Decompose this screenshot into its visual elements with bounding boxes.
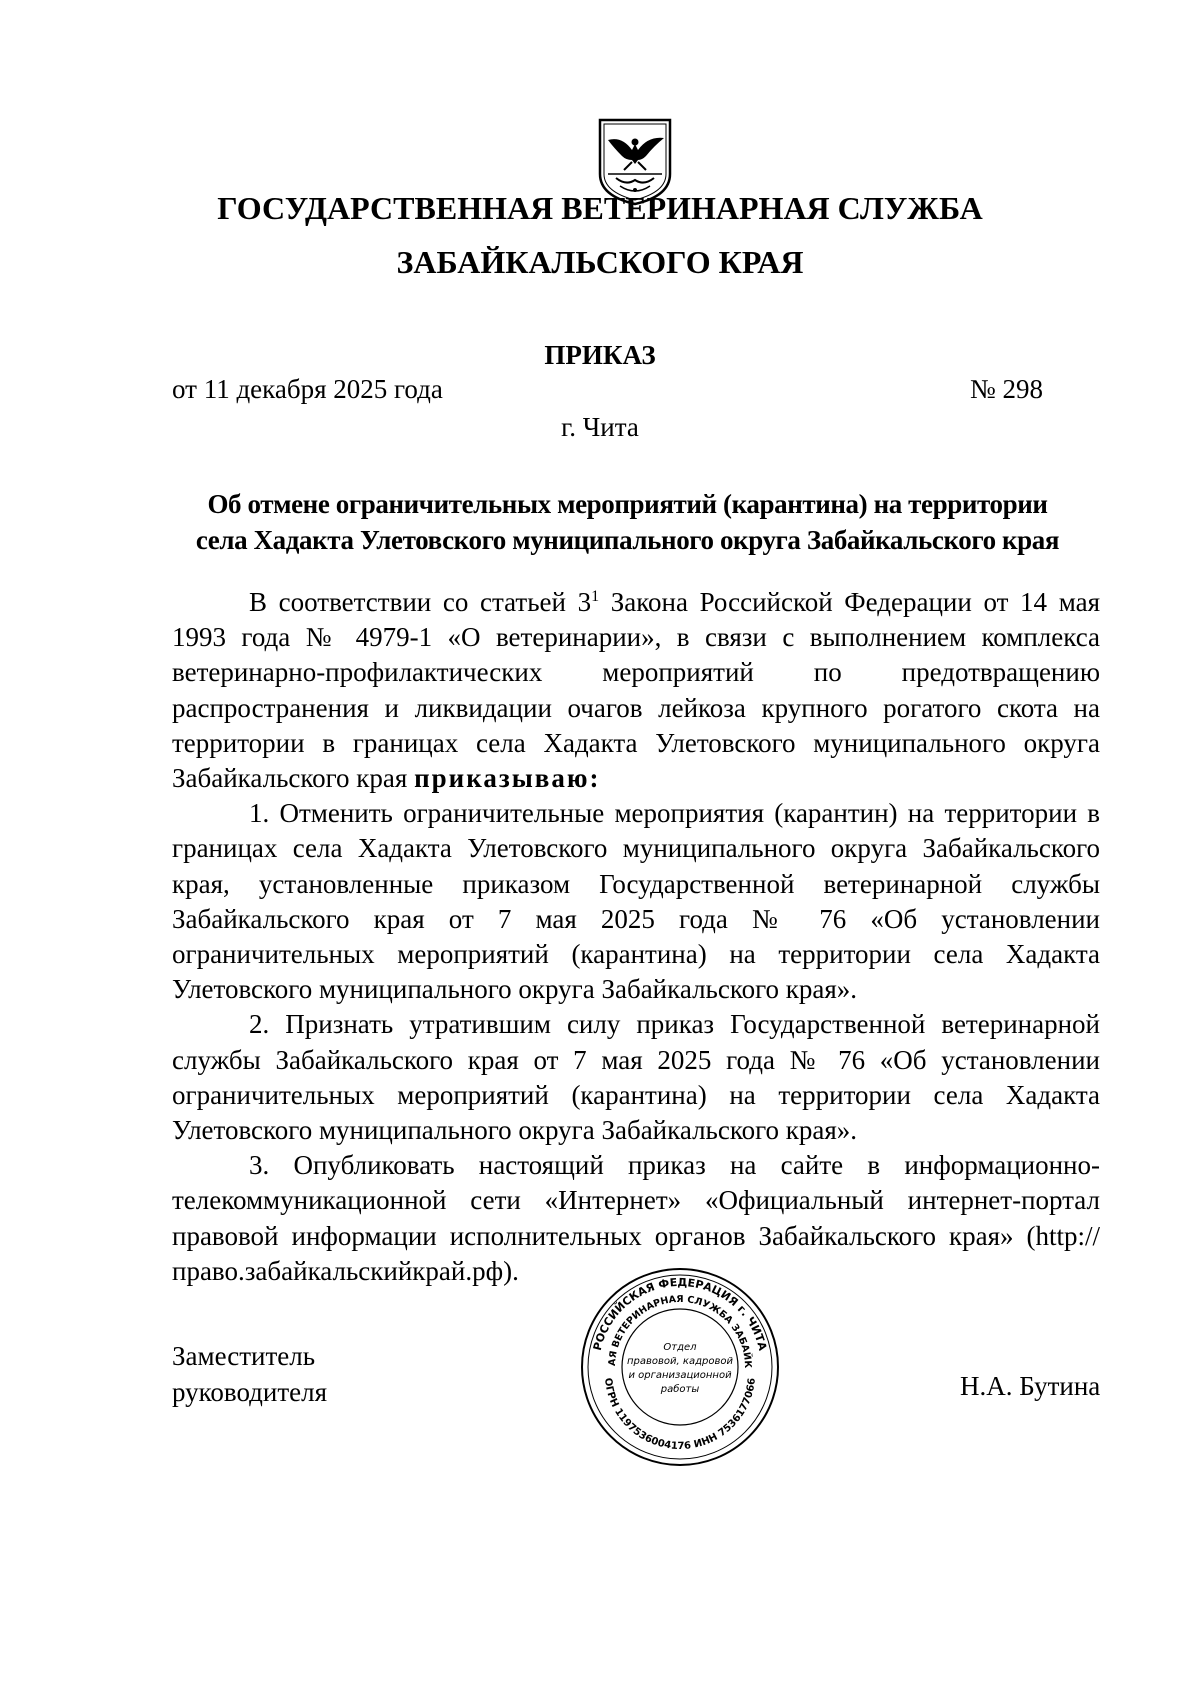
order-item-1: 1. Отменить ограничительные мероприятия (карантин) на территории в границах села Хадакта Улетовского муниципального округа Забайкальского края, установленные приказом Государственной ветеринарной службы Забайкальского края от 7 мая 2025 года № 76 «Об установлении ограничительных мероприятий (карантина) на территории села Хадакта Улетовского муниципального округа Забайкальского края». [172,798,1100,1005]
stamp-outer-text: РОССИЙСКАЯ ФЕДЕРАЦИЯ г. ЧИТА [590,1275,770,1352]
stamp-ring-text: АЯ ВЕТЕРИНАРНАЯ СЛУЖБА ЗАБАЙК [606,1293,754,1369]
stamp-center-line-1: Отдел [663,1342,697,1353]
order-item-3: 3. Опубликовать настоящий приказ на сайте в информационно-телекоммуникационной сети «Интернет» «Официальный интернет-портал правовой информации исполнительных органов Забайкальского края» (http://право.забайкальскийкрай.рф). [172,1150,1100,1286]
order-word: приказываю: [414,763,601,794]
document-city: г. Чита [561,412,639,442]
document-title-line-1: Об отмене ограничительных мероприятий (карантина) на территории [207,489,1048,519]
stamp-bottom-text: ОГРН 1197536004176 ИНН 7536177066 [602,1377,758,1453]
official-stamp [575,1262,785,1472]
document-number: № 298 [970,374,1044,404]
order-item-2: 2. Признать утратившим силу приказ Государственной ветеринарной службы Забайкальского края от 7 мая 2025 года № 76 «Об установлении ограничительных мероприятий (карантина) на территории села Хадакта Улетовского муниципального округа Забайкальского края». [172,1009,1100,1146]
document-type: ПРИКАЗ [544,340,656,370]
document-date: от 11 декабря 2025 года [172,374,443,404]
document-title-line-2: села Хадакта Улетовского муниципального округа Забайкальского края [195,525,1060,555]
stamp-center-line-3: и организационной [628,1370,732,1381]
stamp-center-line-2: правовой, кадровой [627,1356,733,1367]
organization-name-line-1: ГОСУДАРСТВЕННАЯ ВЕТЕРИНАРНАЯ СЛУЖБА [217,190,983,226]
stamp-center-line-4: работы [660,1384,700,1395]
document-body [172,585,1100,1289]
document-title [160,486,1095,558]
preamble-paragraph: В соответствии со статьей $3^1$ Закона Российской Федерации от 14 мая 1993 года № 4979-1 «О ветеринарии», в связи с выполнением комплекса ветеринарно-профилактических мероприятий по предотвращению распространения и ликвидации очагов лейкоза крупного рогатого скота на территории в границах села Хадакта Улетовского муниципального округа Забайкальского края приказываю: [172,587,1100,794]
organization-name-line-2: ЗАБАЙКАЛЬСКОГО КРАЯ [396,244,804,280]
signatory-position: Заместитель руководителя [172,1341,328,1407]
signatory-name: Н.А. Бутина [960,1371,1101,1401]
